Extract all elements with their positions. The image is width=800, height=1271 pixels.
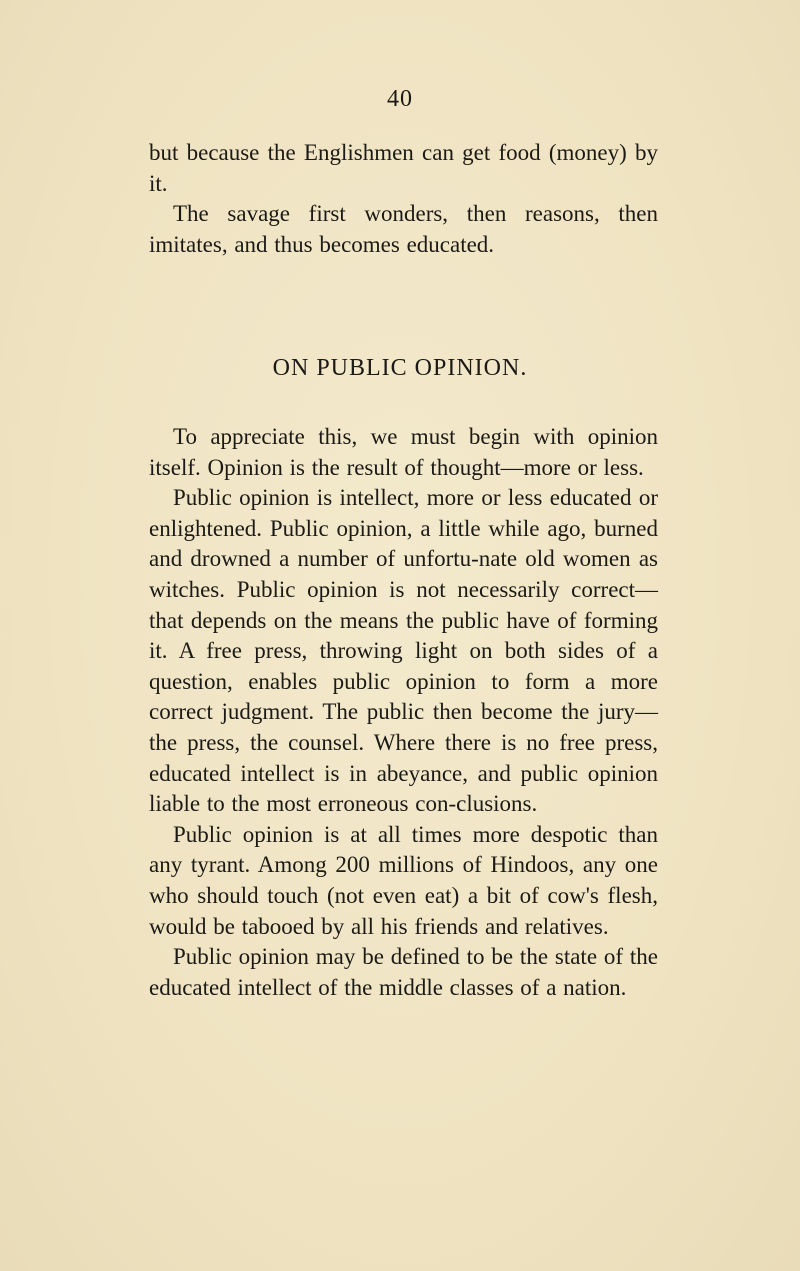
section-heading: ON PUBLIC OPINION. (272, 355, 528, 381)
page-number: 40 (387, 86, 413, 112)
paragraph: Public opinion is at all times more despotic than any tyrant. Among 200 millions of Hindoos, any one who should touch (not even eat) a bit of cow's flesh, would be tabooed by all his friends and relatives. (149, 821, 658, 939)
paragraph: Public opinion may be defined to be the state of the educated intellect of the middle classes of a nation. (149, 944, 658, 1000)
paragraph: but because the Englishmen can get food (money) by it. (149, 140, 658, 196)
section-body (149, 422, 658, 1003)
paragraph: Public opinion is intellect, more or less educated or enlightened. Public opinion, a little while ago, burned and drowned a number of unfortu-nate old women as witches. Public opinion is not necessarily correct—that depends on the means the public have of forming it. A free press, throwing light on both sides of a question, enables public opinion to form a more correct judgment. The public then become the jury—the press, the counsel. Where there is no free press, educated intellect is in abeyance, and public opinion liable to the most erroneous con-clusions. (149, 485, 658, 817)
paragraph: The savage first wonders, then reasons, then imitates, and thus becomes educated. (149, 201, 658, 257)
top-text-block (149, 138, 658, 260)
paragraph: To appreciate this, we must begin with opinion itself. Opinion is the result of thought—more or less. (149, 424, 658, 480)
